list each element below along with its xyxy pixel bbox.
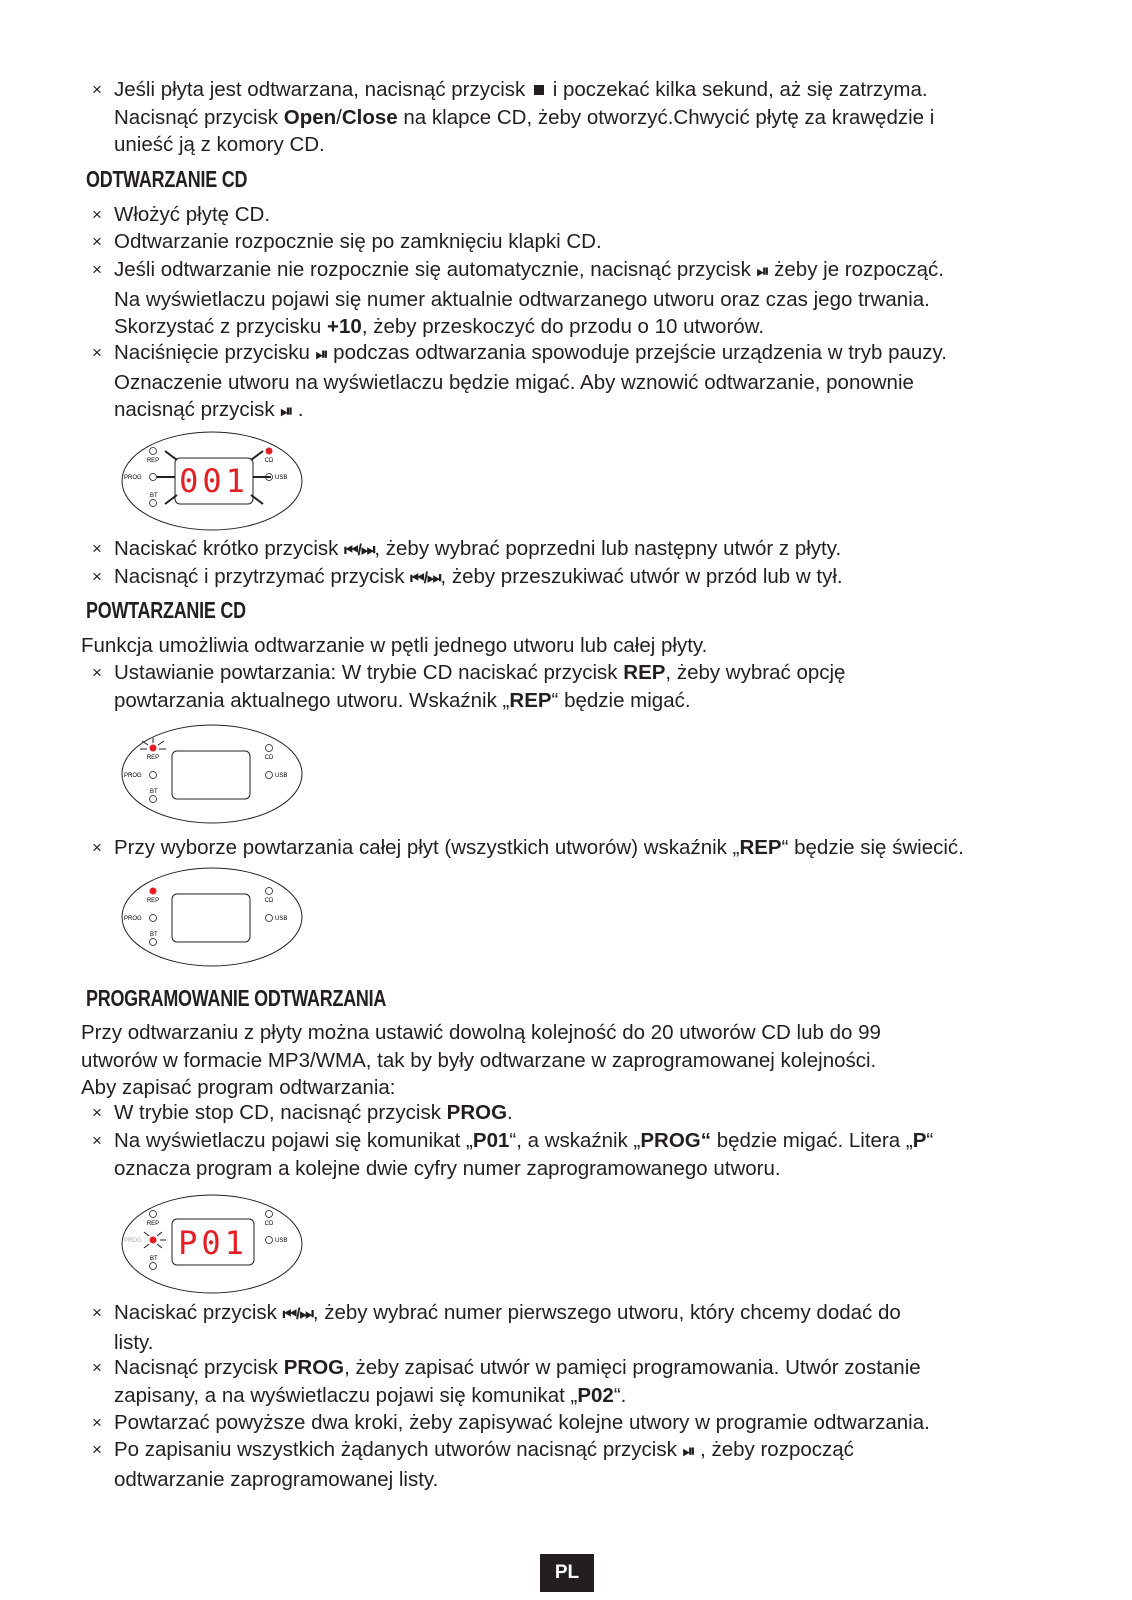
rep-led <box>150 1211 157 1218</box>
bullet-select-track: × Naciskać przycisk ⏮/⏭, żeby wybrać numer pierwszego utworu, który chcemy dodać do listy. <box>92 1301 901 1354</box>
svg-text:REP: REP <box>146 898 160 904</box>
bullet-start-program: × Po zapisaniu wszystkich żądanych utworów nacisnąć przycisk ⏯ , żeby rozpocząć odtwarzanie zaprogramowanej listy. <box>92 1438 854 1491</box>
svg-text:USB: USB <box>275 1238 288 1244</box>
play-pause-icon: ⏯ <box>280 403 293 421</box>
usb-led <box>266 1237 273 1244</box>
play-pause-icon: ⏯ <box>756 263 769 280</box>
prog-led <box>150 1237 157 1244</box>
display-panel-rep-steady <box>120 866 304 968</box>
bullet-search: × Nacisnąć i przytrzymać przycisk ⏮/⏭, żeby przeszukiwać utwór w przód lub w tył. <box>92 565 843 588</box>
bullet-repeat-steps: × Powtarzać powyższe dwa kroki, żeby zapisywać kolejne utwory w programie odtwarzania. <box>92 1411 930 1434</box>
usb-led <box>266 915 273 922</box>
prog-led <box>150 474 157 481</box>
rep-led <box>150 745 157 752</box>
close-button-label: Close <box>341 105 398 129</box>
bullet-skip: × Naciskać krótko przycisk ⏮/⏭, żeby wybrać poprzedni lub następny utwór z płyty. <box>92 537 842 560</box>
program-intro: Przy odtwarzaniu z płyty można ustawić dowolną kolejność do 20 utworów CD lub do 99 utworów w formacie MP3/WMA, tak by były odtwarzane w zaprogramowanej kolejności. Aby zapisać program odtwarzania: <box>81 1021 881 1100</box>
prev-next-icon: ⏮/⏭ <box>282 1306 313 1323</box>
play-pause-icon: ⏯ <box>315 346 328 363</box>
prog-led <box>150 772 157 779</box>
svg-text:REP: REP <box>146 755 160 761</box>
svg-text:PROG: PROG <box>124 1238 142 1244</box>
lcd-digits: P01 <box>178 1224 248 1262</box>
repeat-intro: Funkcja umożliwia odtwarzanie w pętli jednego utworu lub całej płyty. <box>81 634 708 657</box>
open-button-label: Open <box>283 105 337 129</box>
svg-text:BT: BT <box>150 932 158 938</box>
rep-led <box>150 888 157 895</box>
bt-led <box>150 500 157 507</box>
svg-text:CD: CD <box>264 1221 274 1227</box>
bullet-autoplay: × Odtwarzanie rozpocznie się po zamknięciu klapki CD. <box>92 230 602 253</box>
bullet-repeat-all: × Przy wyborze powtarzania całej płyt (wszystkich utworów) wskaźnik „REP“ będzie się świecić. <box>92 836 964 859</box>
svg-text:USB: USB <box>275 773 288 779</box>
usb-label: USB <box>275 475 288 481</box>
bullet-mark: × <box>92 80 102 99</box>
cd-led <box>266 1211 273 1218</box>
section-heading-repeat: POWTARZANIE CD <box>86 597 246 623</box>
bt-led <box>150 796 157 803</box>
bullet-prog-message: × Na wyświetlaczu pojawi się komunikat „P01“, a wskaźnik „PROG“ będzie migać. Litera „P“ oznacza program a kolejne dwie cyfry numer zaprogramowanego utworu. <box>92 1129 934 1180</box>
plus10-label: +10 <box>327 315 362 339</box>
bt-led <box>150 1263 157 1270</box>
display-panel-p01 <box>120 1193 304 1295</box>
svg-text:CD: CD <box>264 898 274 904</box>
bullet-insert-disc: × Włożyć płytę CD. <box>92 203 271 226</box>
language-tag: PL <box>540 1554 594 1592</box>
prev-next-icon: ⏮/⏭ <box>344 542 375 559</box>
play-pause-icon: ⏯ <box>682 1443 695 1460</box>
prog-label: PROG <box>124 475 142 481</box>
bullet-save-track: × Nacisnąć przycisk PROG, żeby zapisać utwór w pamięci programowania. Utwór zostanie zapisany, a na wyświetlaczu pojawi się komunikat „P02“. <box>92 1356 921 1407</box>
svg-text:PROG: PROG <box>124 773 142 779</box>
bullet-repeat-one: × Ustawianie powtarzania: W trybie CD naciskać przycisk REP, żeby wybrać opcję powtarzania aktualnego utworu. Wskaźnik „REP“ będzie migać. <box>92 661 846 712</box>
rep-led <box>150 448 157 455</box>
bullet-pause: × Naciśnięcie przycisku ⏯ podczas odtwarzania spowoduje przejście urządzenia w tryb pauzy. Oznaczenie utworu na wyświetlaczu będzie migać. Aby wznowić odtwarzanie, ponownie nacisnąć przycisk ⏯ . <box>92 341 947 422</box>
stop-icon <box>534 85 544 95</box>
prev-next-icon: ⏮/⏭ <box>410 570 441 587</box>
cd-label: CD <box>264 458 274 464</box>
prog-led <box>150 915 157 922</box>
lcd-frame <box>172 751 250 799</box>
svg-text:BT: BT <box>150 1256 158 1262</box>
bt-label: BT <box>150 493 158 499</box>
cd-led <box>266 448 273 455</box>
display-panel-001 <box>120 430 304 532</box>
bullet-start-play: × Jeśli odtwarzanie nie rozpocznie się automatycznie, nacisnąć przycisk ⏯ żeby je rozpocząć. Na wyświetlaczu pojawi się numer aktualnie odtwarzanego utworu oraz czas jego trwania. Skorzystać z przycisku +10, żeby przeskoczyć do przodu o 10 utworów. <box>92 258 944 339</box>
cd-led <box>266 745 273 752</box>
display-panel-rep-blink <box>120 723 304 825</box>
svg-text:PROG: PROG <box>124 916 142 922</box>
bt-led <box>150 939 157 946</box>
section-heading-playback: ODTWARZANIE CD <box>86 166 248 192</box>
cd-led <box>266 888 273 895</box>
svg-text:REP: REP <box>146 1221 160 1227</box>
bullet-prog-stop: × W trybie stop CD, nacisnąć przycisk PROG. <box>92 1101 513 1124</box>
bullet-stop-open: × Jeśli płyta jest odtwarzana, nacisnąć przycisk i poczekać kilka sekund, aż się zatrzyma. Nacisnąć przycisk Open/Close na klapce CD, żeby otworzyć.Chwycić płytę za krawędzie i unieść ją z komory CD. <box>92 78 935 157</box>
rep-label: REP <box>146 458 160 464</box>
svg-text:BT: BT <box>150 789 158 795</box>
lcd-digits: 001 <box>179 462 249 500</box>
section-heading-program: PROGRAMOWANIE ODTWARZANIA <box>86 985 387 1011</box>
lcd-frame <box>172 894 250 942</box>
usb-led <box>266 772 273 779</box>
svg-text:USB: USB <box>275 916 288 922</box>
svg-text:CD: CD <box>264 755 274 761</box>
